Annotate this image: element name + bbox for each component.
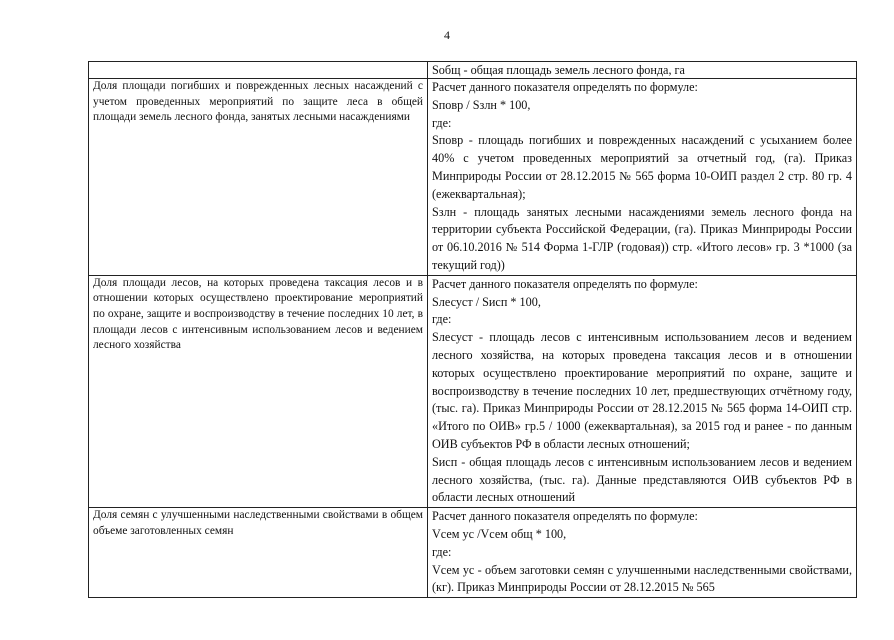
definition: Vсем ус - объем заготовки семян с улучшенными наследственными свойствами, (кг). Приказ Минприроды России от 28.12.2015 № 565 [432, 562, 852, 595]
table-row [89, 275, 857, 507]
indicator-cell [89, 62, 428, 79]
formula: Vсем ус /Vсем общ * 100, [432, 526, 567, 541]
method-cell [428, 62, 857, 79]
table-row [89, 79, 857, 276]
indicator-cell: Доля площади лесов, на которых проведена таксация лесов и в отношении которых осуществлено проектирование мероприятий по охране, защите и воспроизводству в течение последних 10 лет, в площади лесов с интенсивным использованием лесов и ведением лесного хозяйства [89, 275, 428, 507]
table-row [89, 62, 857, 79]
method-cell [428, 275, 857, 507]
indicator-cell: Доля семян с улучшенными наследственными свойствами в общем объеме заготовленных семян [89, 508, 428, 598]
method-cell [428, 508, 857, 598]
indicators-table [88, 61, 857, 598]
method-line: Расчет данного показателя определять по формуле: [432, 276, 698, 291]
method-line: Расчет данного показателя определять по формуле: [432, 80, 698, 94]
definition: Sлесуст - площадь лесов с интенсивным использованием лесов и ведением лесного хозяйства, на которых проведена таксация лесов и в отношении которых осуществлено проектирование мероприятий по охране, защите и воспроизводству в течение последних 10 лет, предшествующих отчётному году, (тыс. га). Приказ Минприроды России от 28.12.2015 № 565 форма 14-ОИП стр. «Итого по ОИВ» гр.5 / 1000 (ежеквартальная), за 2015 год и ранее - по данным ОИВ субъектов РФ в области лесных отношений; [432, 330, 852, 451]
method-cell [428, 79, 857, 276]
formula: Sповр / Sзлн * 100, [432, 97, 531, 112]
method-line: где: [432, 312, 452, 327]
method-line: где: [432, 115, 452, 130]
method-line: Расчет данного показателя определять по формуле: [432, 509, 698, 524]
method-line: где: [432, 544, 452, 559]
definition: Sзлн - площадь занятых лесными насаждениями земель лесного фонда на территории субъекта Российской Федерации, (га). Приказ Минприроды России от 06.10.2016 № 514 Форма 1-ГЛР (годовая)) стр. «Итого лесов» гр. 3 *1000 (за текущий год)) [432, 204, 852, 272]
formula: Sлесуст / Sисп * 100, [432, 294, 541, 309]
definition: Sисп - общая площадь лесов с интенсивным использованием лесов и ведением лесного хозяйства, (тыс. га). Данные представляются ОИВ субъектов РФ в области лесных отношений [432, 454, 852, 505]
definition: Sповр - площадь погибших и поврежденных насаждений с усыханием более 40% с учетом проведенных мероприятий за отчетный год, (га). Приказ Минприроды России от 28.12.2015 № 565 форма 10-ОИП раздел 2 стр. 80 гр. 4 (ежеквартальная); [432, 133, 852, 201]
table-row [89, 508, 857, 598]
method-line: Sобщ - общая площадь земель лесного фонда, га [432, 63, 685, 77]
indicator-cell: Доля площади погибших и поврежденных лесных насаждений с учетом проведенных мероприятий по защите леса в общей площади земель лесного фонда, занятых лесными насаждениями [89, 79, 428, 276]
page-number: 4 [444, 28, 450, 42]
